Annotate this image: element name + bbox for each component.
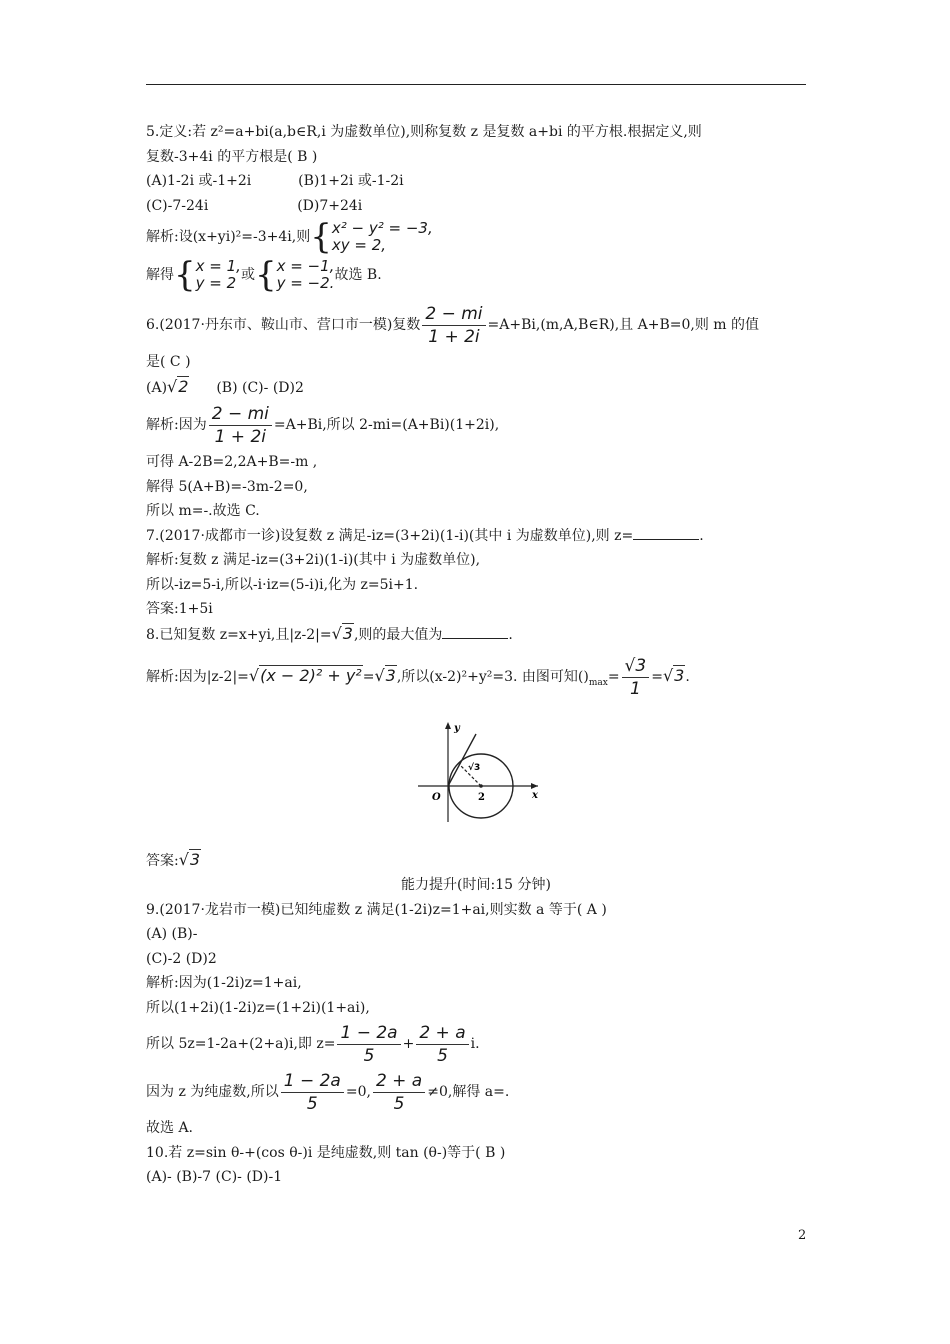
q5-solution-system-2: { x = −1, y = −2.	[254, 255, 335, 295]
q5-sol-or: 或	[240, 267, 255, 283]
q6-solution-line4: 所以 m=-.故选 C.	[146, 503, 260, 519]
plus-sign: +	[402, 1036, 415, 1053]
q5-option-d: (D)7+24i	[297, 197, 363, 214]
q9-options-line1: (A) (B)-	[146, 926, 198, 943]
circle-diagram	[414, 718, 544, 828]
q5-option-a: (A)1-2i 或-1+2i	[146, 173, 252, 189]
q5-sol-conclusion: 故选 B.	[334, 267, 382, 283]
q9-sol-text: 所以 5z=1-2a+(2+a)i,即 z=	[146, 1036, 336, 1053]
subscript-max: max	[588, 677, 608, 688]
q9-solution-line4	[146, 1068, 806, 1116]
q6-options	[146, 375, 806, 401]
q8-sol-text: ,所以(x-2)²+y²=3. 由图可知()	[396, 669, 589, 685]
q5-options-cd	[146, 194, 806, 219]
equals-sign: =	[651, 669, 663, 685]
y-axis-arrow	[445, 722, 451, 729]
q9-options-line2: (C)-2 (D)2	[146, 950, 217, 967]
q9-stem: 9.(2017·龙岩市一模)已知纯虚数 z 满足(1-2i)z=1+ai,则实数 a 等于( A )	[146, 901, 607, 918]
q5-solution-system-1: { x = 1, y = 2	[174, 255, 241, 295]
equals-sign: =	[607, 669, 620, 685]
q9-solution-line3	[146, 1020, 806, 1068]
circle-figure	[146, 718, 806, 838]
y-axis-label: y	[454, 722, 460, 734]
q5-solution-line1	[146, 218, 806, 256]
fraction-denominator: 1	[629, 678, 641, 699]
q9-sol-text: i.	[470, 1036, 480, 1053]
fraction-numerator: 2 − mi	[209, 403, 272, 426]
q8-answer	[146, 848, 806, 874]
q9-solution-line1: 解析:因为(1-2i)z=1+ai,	[146, 975, 302, 992]
q5-equation-system: { x² − y² = −3, xy = 2,	[310, 217, 433, 257]
q6-option-a: (A)	[146, 379, 168, 396]
sqrt-symbol: √3	[374, 666, 396, 685]
q7-answer: 答案:1+5i	[146, 601, 213, 617]
q8-stem: 8.已知复数 z=x+yi,且|z-2|=√3,则的最大值为 .	[146, 623, 513, 643]
q6-fraction	[422, 303, 485, 348]
page-number: 2	[798, 1228, 807, 1243]
q9-fraction-2	[416, 1022, 468, 1067]
q8-stem-text: ,则的最大值为	[353, 626, 443, 643]
q9-sol-text: ≠0,解得 a=.	[427, 1084, 510, 1101]
x-axis-label: x	[532, 789, 538, 801]
fraction-denominator: 1 + 2i	[428, 326, 480, 347]
q9-sol-text: =0,	[345, 1084, 371, 1101]
q6-stem-line1	[146, 300, 806, 350]
answer-blank	[633, 527, 699, 540]
q7-stem: 7.(2017·成都市一诊)设复数 z 满足-iz=(3+2i)(1-i)(其中 i 为虚数单位),则 z= .	[146, 527, 704, 544]
q9-fraction-4	[373, 1070, 425, 1115]
x-axis-arrow	[531, 783, 538, 789]
fraction-denominator: 5	[306, 1093, 318, 1114]
q5-solution-line2	[146, 256, 806, 294]
header-rule	[146, 84, 806, 85]
equals-sign: =	[362, 669, 375, 685]
system-row: y = 2	[195, 274, 237, 292]
q10-stem: 10.若 z=sin θ-+(cos θ-)i 是纯虚数,则 tan (θ-)等于( B )	[146, 1144, 506, 1161]
q6-stem-text: 6.(2017·丹东市、鞍山市、营口市一模)复数	[146, 317, 421, 333]
center-point	[479, 784, 483, 788]
q9-fraction-1	[337, 1022, 400, 1067]
system-row: x = 1,	[195, 257, 241, 275]
sqrt-symbol: √3	[178, 849, 201, 869]
fraction-numerator: 2 + a	[373, 1070, 425, 1093]
q8-answer-text: 答案:	[146, 852, 179, 869]
q9-solution-line5: 故选 A.	[146, 1120, 194, 1137]
q6-solution-line1	[146, 400, 806, 450]
q6-solution-line3: 解得 5(A+B)=-3m-2=0,	[146, 478, 308, 495]
system-row: y = −2.	[276, 274, 335, 292]
center-label: 2	[478, 791, 485, 803]
system-row: xy = 2,	[331, 236, 387, 254]
q8-stem-text: 8.已知复数 z=x+yi,且|z-2|=	[146, 626, 332, 643]
q6-solution-line2: 可得 A-2B=2,2A+B=-m ,	[146, 454, 318, 470]
q6-options-rest: (B) (C)- (D)2	[216, 379, 304, 396]
fraction-denominator: 5	[363, 1045, 375, 1066]
radius-label: √3	[468, 762, 481, 773]
fraction-denominator: 1 + 2i	[214, 426, 266, 447]
q9-sol-text: 因为 z 为纯虚数,所以	[146, 1084, 279, 1101]
fraction-denominator: 5	[437, 1045, 448, 1066]
system-row: x² − y² = −3,	[331, 219, 433, 237]
fraction-numerator: 1 − 2a	[337, 1022, 400, 1045]
q5-option-b: (B)1+2i 或-1-2i	[298, 173, 404, 189]
q6-sol-text: =A+Bi,所以 2-mi=(A+Bi)(1+2i),	[273, 417, 500, 433]
q9-fraction-3	[281, 1070, 344, 1115]
q6-sol-fraction	[209, 403, 272, 448]
q8-sol-text: 解析:因为|z-2|=	[146, 669, 249, 685]
q5-stem-line2: 复数-3+4i 的平方根是( B )	[146, 148, 318, 165]
q8-sol-fraction	[622, 655, 650, 700]
q9-solution-line2: 所以(1+2i)(1-2i)z=(1+2i)(1+ai),	[146, 999, 370, 1016]
q7-stem-text: 7.(2017·成都市一诊)设复数 z 满足-iz=(3+2i)(1-i)(其中 i 为虚数单位),则 z=	[146, 527, 634, 544]
q6-stem-line2: 是( C )	[146, 354, 191, 370]
q5-option-c: (C)-7-24i	[146, 197, 209, 214]
section-title: 能力提升(时间:15 分钟)	[401, 877, 551, 894]
answer-blank	[442, 626, 508, 639]
q5-stem-line1: 5.定义:若 z²=a+bi(a,b∈R,i 为虚数单位),则称复数 z 是复数 a+bi 的平方根.根据定义,则	[146, 124, 702, 140]
q5-sol-text: 解得	[146, 267, 174, 283]
q7-solution-line2: 所以-iz=5-i,所以-i·iz=(5-i)i,化为 z=5i+1.	[146, 576, 419, 593]
q6-sol-text: 解析:因为	[146, 417, 207, 433]
system-row: x = −1,	[276, 257, 335, 275]
q8-solution: 解析:因为|z-2|=√(x − 2)² + y²=√3,所以(x-2)²+y²=3. 由图可知$()_{max}=$ $\frac{√3}{1}$ =√3.	[146, 655, 690, 699]
q5-options-ab	[146, 169, 806, 194]
q10-options: (A)- (B)-7 (C)- (D)-1	[146, 1169, 283, 1186]
sqrt-symbol: √2	[167, 376, 189, 396]
tangent-line	[448, 734, 476, 786]
fraction-denominator: 5	[393, 1093, 405, 1114]
sqrt-symbol: √(x − 2)² + y²	[248, 666, 362, 685]
fraction-numerator: 2 + a	[416, 1022, 468, 1045]
document-body	[146, 120, 806, 1190]
sqrt-symbol: √3	[331, 623, 353, 643]
q5-sol-text: 解析:设(x+yi)²=-3+4i,则	[146, 229, 311, 245]
q6-stem-text: =A+Bi,(m,A,B∈R),且 A+B=0,则 m 的值	[487, 317, 760, 333]
origin-label: O	[432, 791, 441, 803]
fraction-numerator: √3	[622, 655, 650, 678]
q7-solution-line1: 解析:复数 z 满足-iz=(3+2i)(1-i)(其中 i 为虚数单位),	[146, 552, 481, 568]
fraction-numerator: 2 − mi	[422, 303, 485, 326]
sqrt-symbol: √3	[662, 666, 685, 685]
fraction-numerator: 1 − 2a	[281, 1070, 344, 1093]
